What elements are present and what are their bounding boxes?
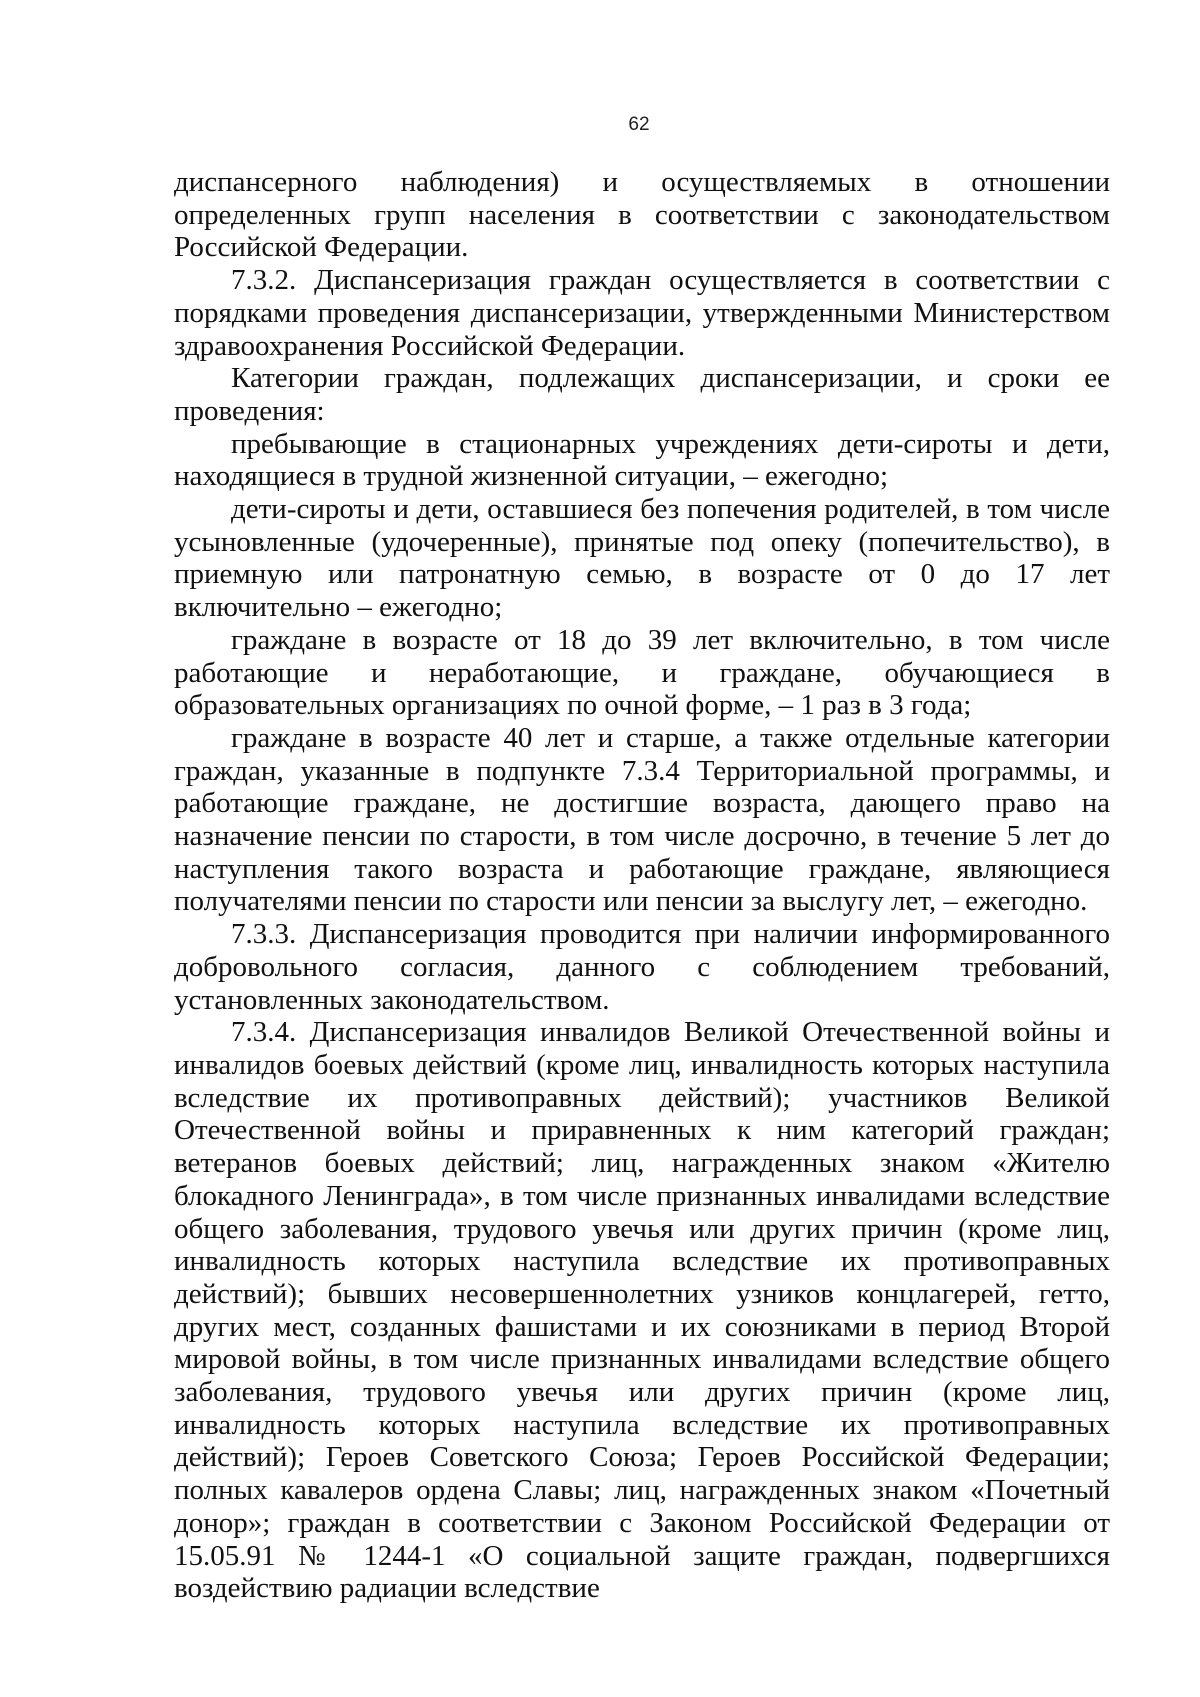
paragraph-7-3-4: 7.3.4. Диспансеризация инвалидов Великой Отечественной войны и инвалидов боевых действий (кроме лиц, инвалидность которых наступила вследствие их противоправных действий); участников Великой Отечественной войны и приравненных к ним категорий граждан; ветеранов боевых действий; лиц, награжденных знаком «Жителю блокадного Ленинграда», в том числе признанных инвалидами вследствие общего заболевания, трудового увечья или других причин (кроме лиц, инвалидность которых наступила вследствие их противоправных действий); бывших несовершеннолетних узников концлагерей, гетто, других мест, созданных фашистами и их союзниками в период Второй мировой войны, в том числе признанных инвалидами вследствие общего заболевания, трудового увечья или других причин (кроме лиц, инвалидность которых наступила вследствие их противоправных действий); Героев Советского Союза; Героев Российской Федерации; полных кавалеров ордена Славы; лиц, награжденных знаком «Почетный донор»; граждан в соответствии с Законом Российской Федерации от 15.05.91 № 1244-1 «О социальной защите граждан, подвергшихся воздействию радиации вследствие: [174, 1016, 1110, 1605]
paragraph-category-orphans-institutions: пребывающие в стационарных учреждениях дети-сироты и дети, находящиеся в трудной жизненной ситуации, – ежегодно;: [174, 427, 1110, 493]
paragraph-category-orphans-adopted: дети-сироты и дети, оставшиеся без попечения родителей, в том числе усыновленные (удочеренные), принятые под опеку (попечительство), в приемную или патронатную семью, в возрасте от 0 до 17 лет включительно – ежегодно;: [174, 493, 1110, 624]
paragraph-categories-intro: Категории граждан, подлежащих диспансеризации, и сроки ее проведения:: [174, 362, 1110, 427]
page-number: 62: [628, 114, 650, 135]
paragraph-category-18-39: граждане в возрасте от 18 до 39 лет включительно, в том числе работающие и неработающие, и граждане, обучающиеся в образовательных организациях по очной форме, – 1 раз в 3 года;: [174, 623, 1110, 722]
paragraph-category-40-plus: граждане в возрасте 40 лет и старше, а также отдельные категории граждан, указанные в подпункте 7.3.4 Территориальной программы, и работающие граждане, не достигшие возраста, дающего право на назначение пенсии по старости, в том числе досрочно, в течение 5 лет до наступления такого возраста и работающие граждане, являющиеся получателями пенсии по старости или пенсии за выслугу лет, – ежегодно.: [174, 721, 1110, 918]
document-body: [174, 166, 1110, 1605]
paragraph-7-3-3: 7.3.3. Диспансеризация проводится при наличии информированного добровольного согласия, данного с соблюдением требований, установленных законодательством.: [174, 918, 1110, 1016]
paragraph-continuation: диспансерного наблюдения) и осуществляемых в отношении определенных групп населения в соответствии с законодательством Российской Федерации.: [174, 166, 1110, 264]
paragraph-7-3-2: 7.3.2. Диспансеризация граждан осуществляется в соответствии с порядками проведения диспансеризации, утвержденными Министерством здравоохранения Российской Федерации.: [174, 264, 1110, 362]
